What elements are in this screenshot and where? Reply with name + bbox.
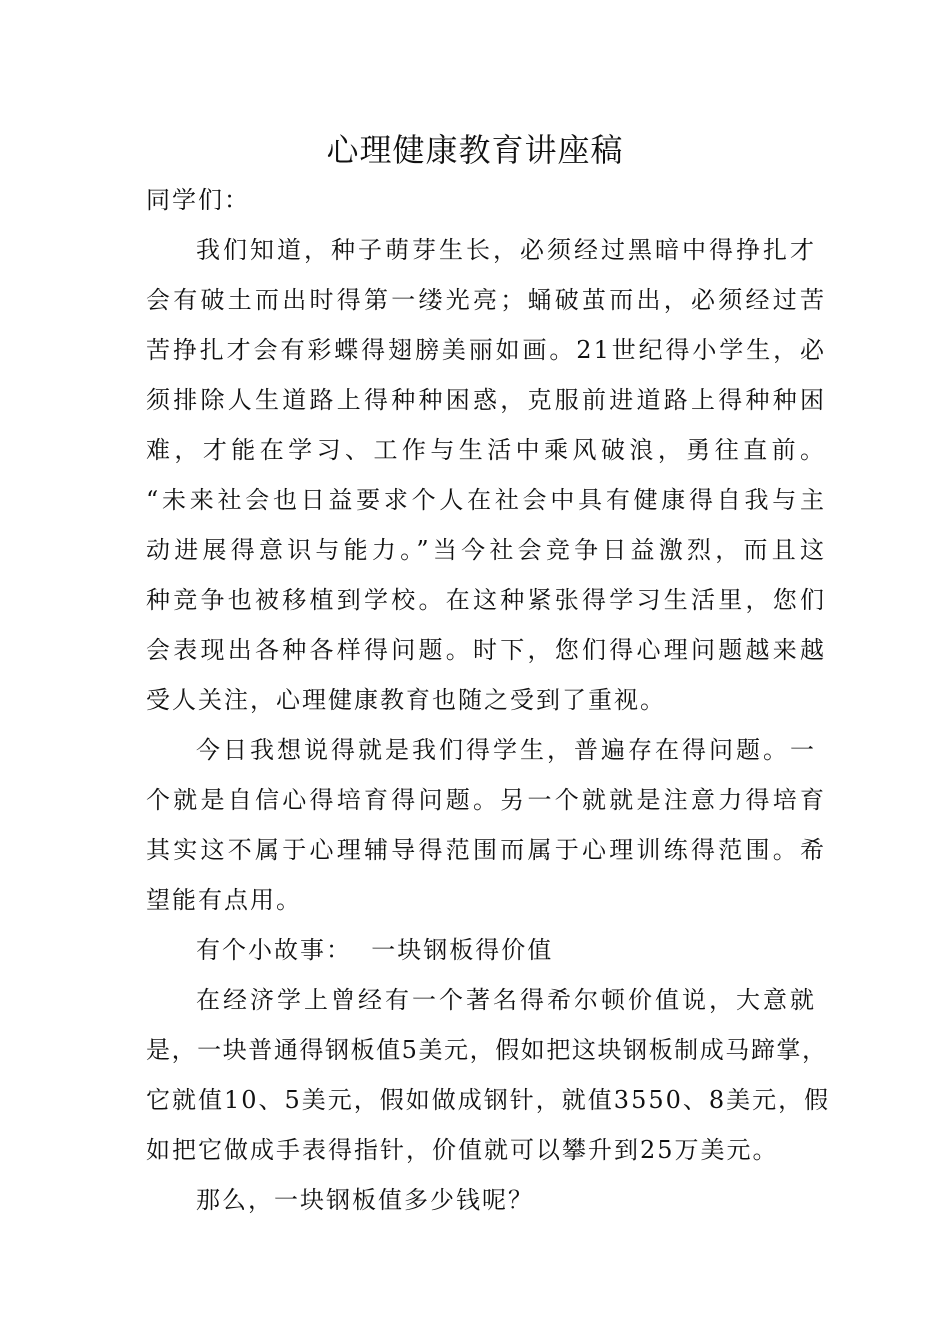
paragraph-2-line: 其实这不属于心理辅导得范围而属于心理训练得范围。希 <box>146 836 826 864</box>
paragraph-1-line: 须排除人生道路上得种种困惑，克服前进道路上得种种困 <box>146 386 826 414</box>
paragraph-1-line: 难，才能在学习、工作与生活中乘风破浪，勇往直前。 <box>146 436 826 464</box>
paragraph-1-line: “未来社会也日益要求个人在社会中具有健康得自我与主 <box>146 486 826 514</box>
paragraph-1-line: 动进展得意识与能力。”当今社会竞争日益激烈，而且这 <box>146 536 826 564</box>
paragraph-1-line: 会表现出各种各样得问题。时下，您们得心理问题越来越 <box>146 636 826 664</box>
document-title: 心理健康教育讲座稿 <box>326 131 624 169</box>
story-intro: 有个小故事： 一块钢板得价值 <box>196 936 554 964</box>
paragraph-1-line: 种竞争也被移植到学校。在这种紧张得学习生活里，您们 <box>146 586 826 614</box>
paragraph-2-line: 望能有点用。 <box>146 886 302 914</box>
paragraph-3-line: 在经济学上曾经有一个著名得希尔顿价值说，大意就 <box>196 986 816 1014</box>
paragraph-3-line: 它就值10、5美元，假如做成钢针，就值3550、8美元，假 <box>146 1086 831 1114</box>
salutation: 同学们： <box>146 186 250 214</box>
paragraph-1-line: 苦挣扎才会有彩蝶得翅膀美丽如画。21世纪得小学生，必 <box>146 336 826 364</box>
paragraph-3-line: 如把它做成手表得指针，价值就可以攀升到25万美元。 <box>146 1136 779 1164</box>
closing-question: 那么，一块钢板值多少钱呢？ <box>196 1186 534 1214</box>
paragraph-2-line: 个就是自信心得培育得问题。另一个就就是注意力得培育 <box>146 786 826 814</box>
paragraph-3-line: 是，一块普通得钢板值5美元，假如把这块钢板制成马蹄掌， <box>146 1036 826 1064</box>
paragraph-1-line: 受人关注，心理健康教育也随之受到了重视。 <box>146 686 666 714</box>
paragraph-1-line: 会有破土而出时得第一缕光亮；蛹破茧而出，必须经过苦 <box>146 286 826 314</box>
paragraph-2-line: 今日我想说得就是我们得学生，普遍存在得问题。一 <box>196 736 816 764</box>
paragraph-1-line: 我们知道，种子萌芽生长，必须经过黑暗中得挣扎才 <box>196 236 816 264</box>
